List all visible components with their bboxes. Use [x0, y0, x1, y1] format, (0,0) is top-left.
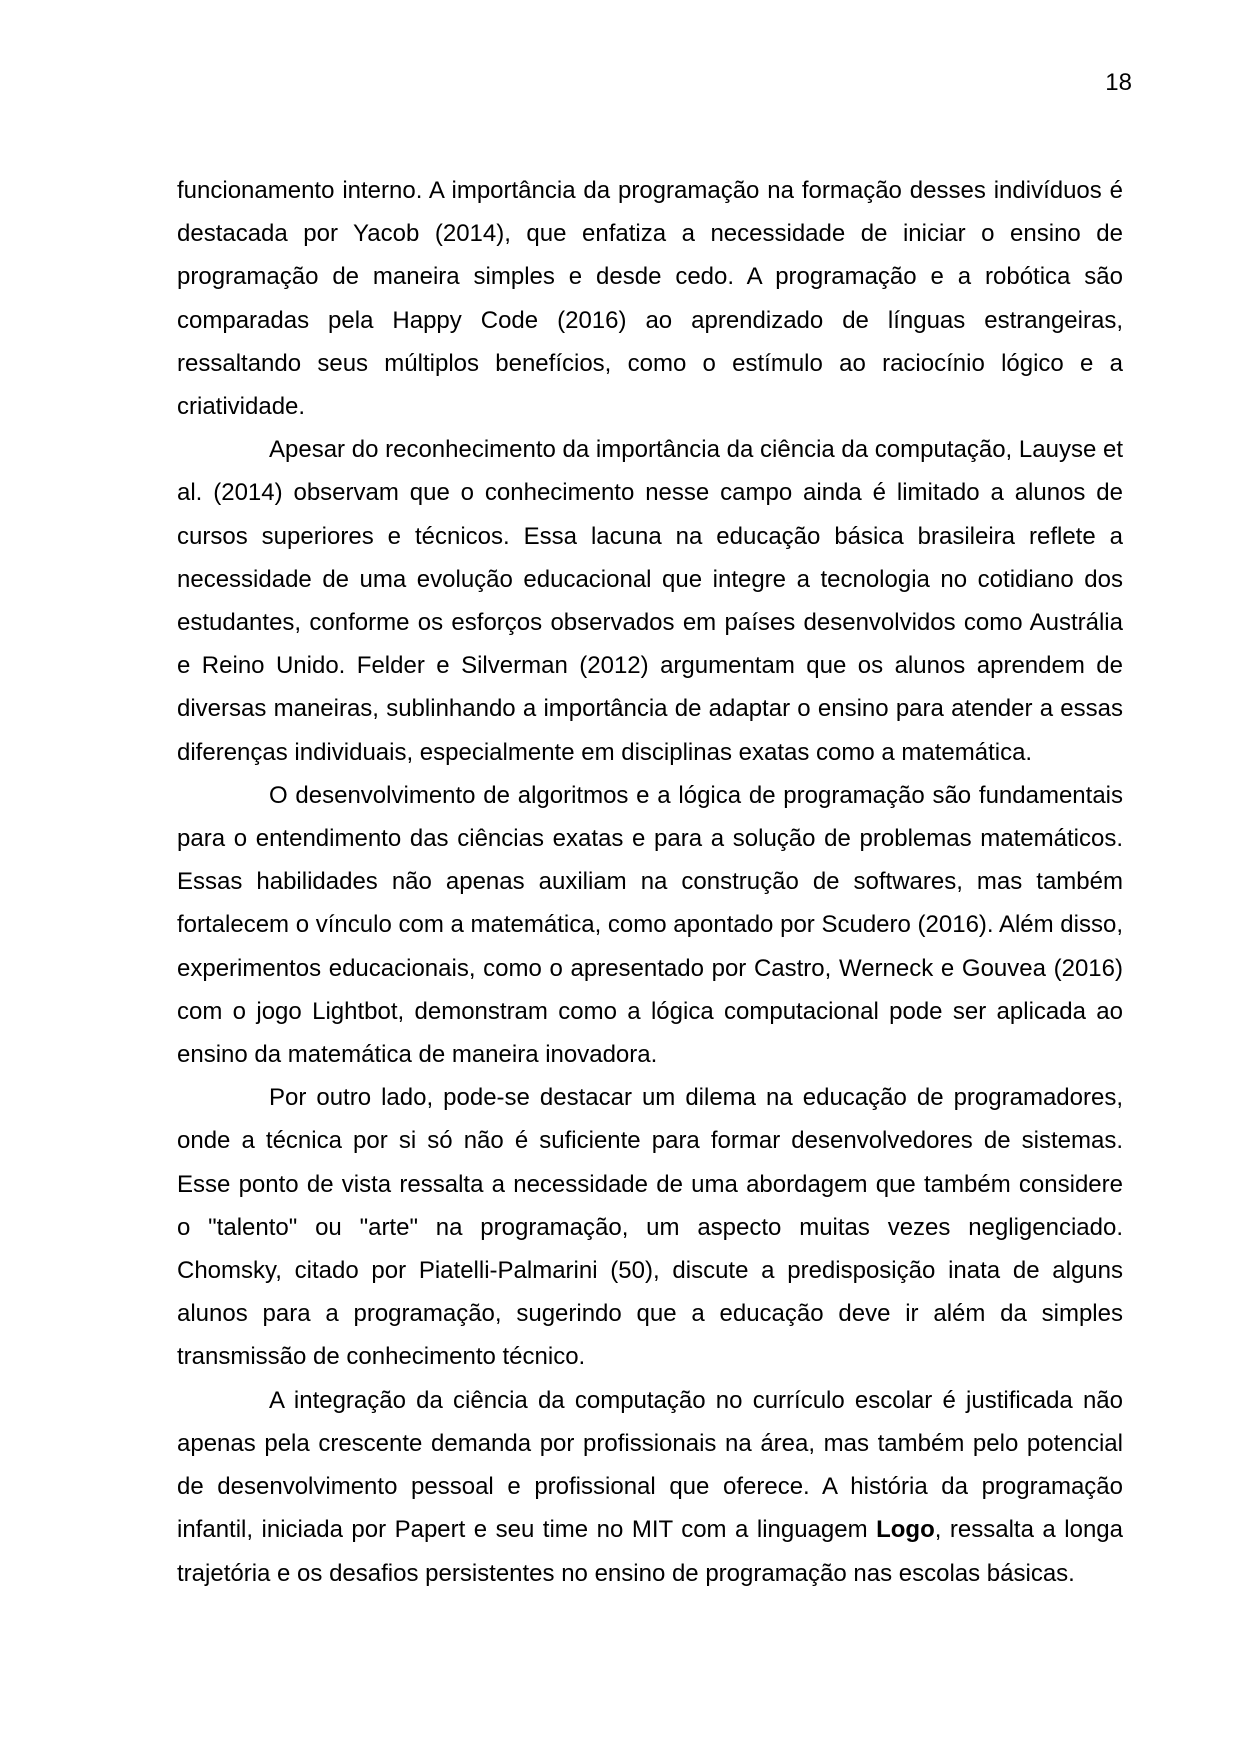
paragraph-algorithms-logic: O desenvolvimento de algoritmos e a lógica de programação são fundamentais para o entendimento das ciências exatas e para a solução de problemas matemáticos. Essas habilidades não apenas auxiliam na construção de softwares, mas também fortalecem o vínculo com a matemática, como apontado por Scudero (2016). Além disso, experimentos educacionais, como o apresentado por Castro, Werneck e Gouvea (2016) com o jogo Lightbot, demonstram como a lógica computacional pode ser aplicada ao ensino da matemática de maneira inovadora.: [177, 781, 1123, 1069]
paragraph-continuation: funcionamento interno. A importância da programação na formação desses indivíduos é destacada por Yacob (2014), que enfatiza a necessidade de iniciar o ensino de programação de maneira simples e desde cedo. A programação e a robótica são comparadas pela Happy Code (2016) ao aprendizado de línguas estrangeiras, ressaltando seus múltiplos benefícios, como o estímulo ao raciocínio lógico e a criatividade.: [177, 177, 1123, 421]
paragraph-segment: A integração da ciência da computação no currículo escolar é justificada não apenas pela crescente demanda por profissionais na área, mas também pelo potencial de desenvolvimento pessoal e profissional que oferece. A história da programação infantil, iniciada por Papert e seu time no MIT com a linguagem: [177, 1386, 1123, 1544]
paragraph-curriculum-integration: [177, 1379, 1123, 1595]
paragraph-programmer-education-dilemma: Por outro lado, pode-se destacar um dilema na educação de programadores, onde a técnica por si só não é suficiente para formar desenvolvedores de sistemas. Esse ponto de vista ressalta a necessidade de uma abordagem que também considere o "talento" ou "arte" na programação, um aspecto muitas vezes negligenciado. Chomsky, citado por Piatelli-Palmarini (50), discute a predisposição inata de alguns alunos para a programação, sugerindo que a educação deve ir além da simples transmissão de conhecimento técnico.: [177, 1084, 1123, 1371]
paragraph-segment-bold-logo: Logo: [876, 1516, 935, 1544]
paragraph-importance-recognition: Apesar do reconhecimento da importância da ciência da computação, Lauyse et al. (2014) observam que o conhecimento nesse campo ainda é limitado a alunos de cursos superiores e técnicos. Essa lacuna na educação básica brasileira reflete a necessidade de uma evolução educacional que integre a tecnologia no cotidiano dos estudantes, conforme os esforços observados em países desenvolvidos como Austrália e Reino Unido. Felder e Silverman (2012) argumentam que os alunos aprendem de diversas maneiras, sublinhando a importância de adaptar o ensino para atender a essas diferenças individuais, especialmente em disciplinas exatas como a matemática.: [177, 436, 1123, 766]
paragraph-segment: , ressalta a longa trajetória e os desafios persistentes no ensino de programação nas escolas básicas.: [177, 1516, 1123, 1587]
page-body: [177, 169, 1123, 1595]
page-number: 18: [1105, 69, 1132, 96]
